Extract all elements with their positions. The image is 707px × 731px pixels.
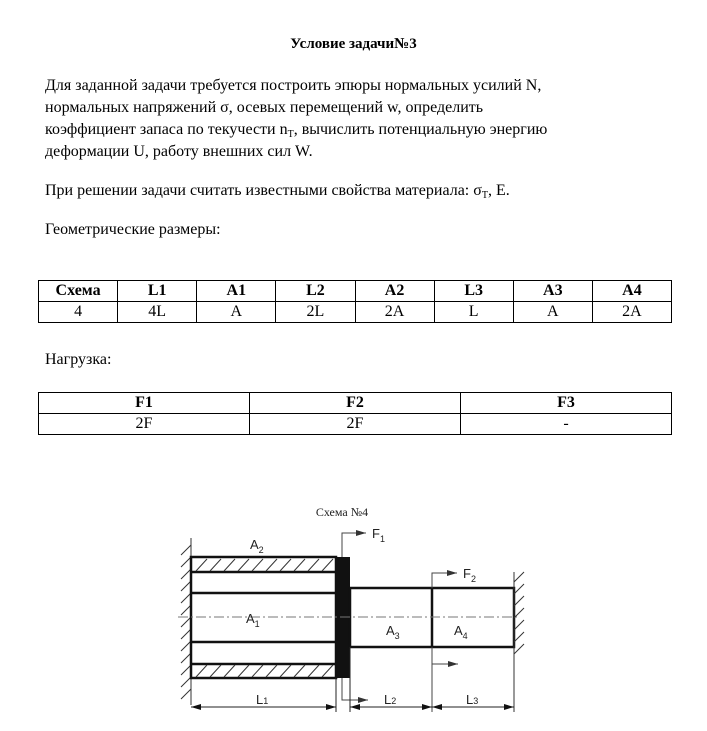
dim-header-cell: A4: [592, 281, 671, 302]
dim-header-cell: Схема: [39, 281, 118, 302]
geometry-heading: Геометрические размеры:: [45, 221, 221, 238]
dim-header-cell: A3: [513, 281, 592, 302]
load-value-cell: 2F: [39, 414, 250, 435]
label-a4: $A_4$: [454, 623, 468, 641]
dim-header-cell: L2: [276, 281, 355, 302]
load-header-cell: F1: [39, 393, 250, 414]
load-heading: Нагрузка:: [45, 351, 112, 368]
left-wall-support: [181, 538, 191, 705]
label-l2: L2: [384, 692, 397, 707]
dim-header-cell: A1: [197, 281, 276, 302]
dim-value-cell: 4: [39, 302, 118, 323]
label-f2: $F_2$: [463, 566, 476, 584]
material-tail: , E.: [487, 182, 510, 199]
label-a1: $A_1$: [246, 611, 260, 629]
dim-header-cell: L1: [118, 281, 197, 302]
dim-value-cell: A: [513, 302, 592, 323]
load-header-cell: F3: [461, 393, 672, 414]
description-line-3a: коэффициент запаса по текучести n: [45, 121, 288, 138]
description-line-3b: , вычислить потенциальную энергию: [293, 121, 548, 138]
right-wall-support: [514, 572, 524, 712]
label-l3: L3: [466, 692, 479, 707]
force-f2-arrow: [432, 573, 458, 712]
description-line-3-subscript: T: [287, 129, 294, 140]
scheme-caption: Схема №4: [315, 505, 369, 519]
dim-header-cell: L3: [434, 281, 513, 302]
label-a2: $A_2$: [250, 537, 264, 555]
label-f1: $F_1$: [372, 526, 385, 544]
label-l1: L1: [256, 692, 269, 707]
dim-header-cell: A2: [355, 281, 434, 302]
page-title: Условие задачи№3: [290, 36, 417, 52]
label-a3: $A_3$: [386, 623, 400, 641]
load-value-cell: 2F: [250, 414, 461, 435]
dim-value-cell: 2A: [355, 302, 434, 323]
dim-value-cell: 2L: [276, 302, 355, 323]
load-header-cell: F2: [250, 393, 461, 414]
dim-value-cell: L: [434, 302, 513, 323]
dim-value-cell: 2A: [592, 302, 671, 323]
material-subscript: T: [481, 190, 488, 201]
dim-value-cell: A: [197, 302, 276, 323]
description-line-1: Для заданной задачи требуется построить эпюры нормальных усилий N,: [45, 77, 542, 94]
description-line-4: деформации U, работу внешних сил W.: [45, 143, 313, 160]
load-value-cell: -: [461, 414, 672, 435]
material-text: При решении задачи считать известными свойства материала: σ: [45, 182, 482, 199]
description-line-2: нормальных напряжений σ, осевых перемещений w, определить: [45, 99, 484, 116]
dim-value-cell: 4L: [118, 302, 197, 323]
